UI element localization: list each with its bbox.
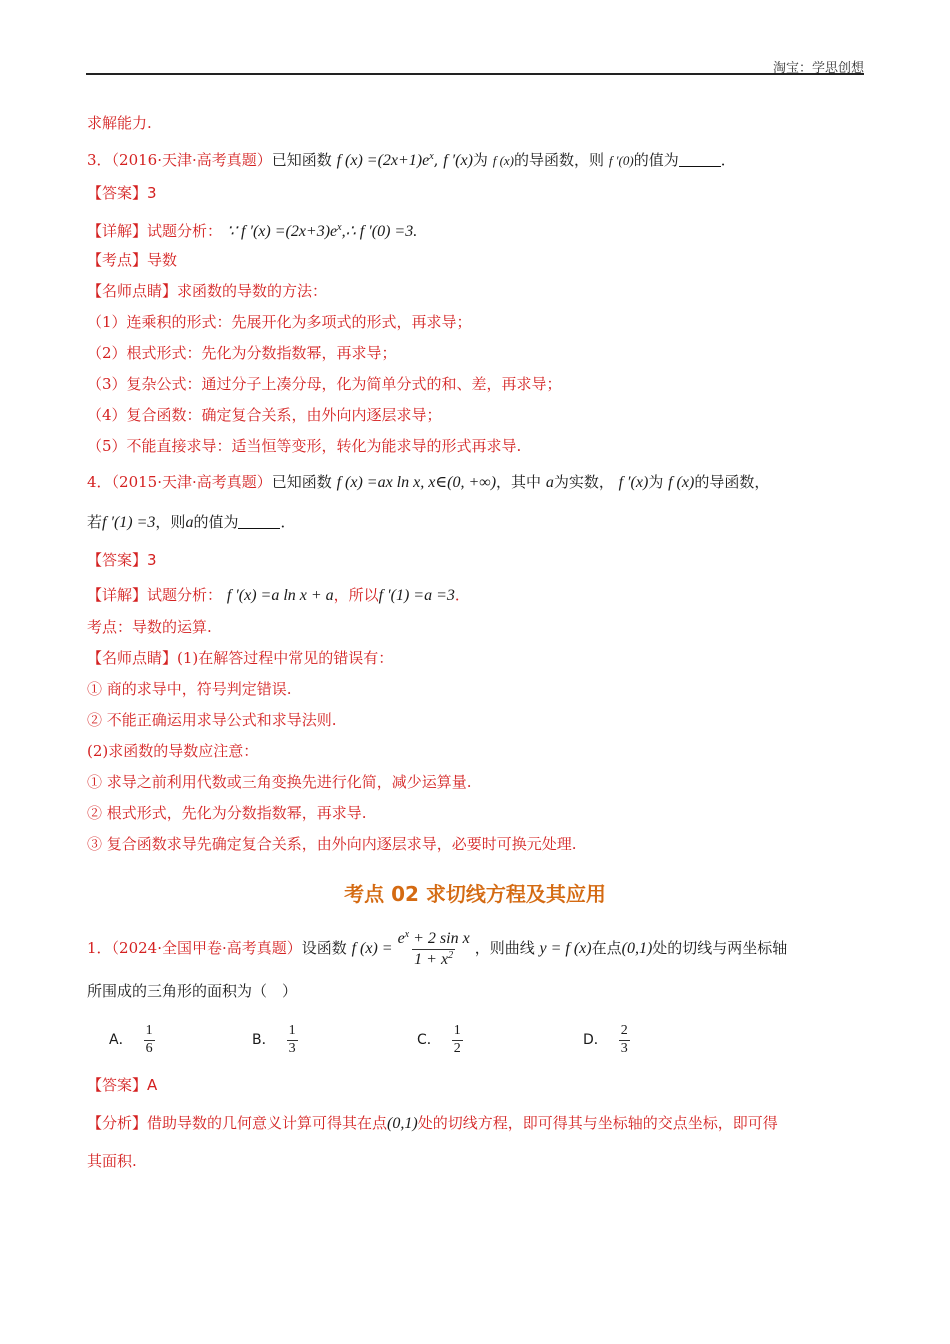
q3-deriv: f ′(x): [443, 152, 473, 169]
header-brand: 淘宝：学思创想: [772, 61, 864, 76]
q4-var-a2: a: [185, 514, 194, 531]
q3-method-2: （2）根式形式：先化为分数指数幂，再求导；: [87, 344, 397, 362]
q3-method-3: （3）复杂公式：通过分子上凑分母，化为简单分式的和、差，再求导；: [87, 375, 562, 393]
choice-c[interactable]: [417, 1014, 466, 1066]
q1-analysis-b: 处的切线方程，即可得其与坐标轴的交点坐标，即可得: [417, 1114, 778, 1132]
q4-answer: [87, 542, 863, 578]
q4-mingshi-text: (1)在解答过程中常见的错误有：: [177, 649, 394, 667]
q1-analysis-tag: 【分析】: [87, 1114, 148, 1132]
q1-choices: [87, 1014, 863, 1066]
q3-method-4: （4）复合函数：确定复合关系，由外向内逐层求导；: [87, 406, 442, 424]
choice-c-den: 2: [453, 1040, 461, 1056]
q3-mingshi-tag: 【名师点睛】: [87, 282, 178, 300]
q4-detail-end: ．: [454, 586, 470, 604]
q1-stem-b: ，则曲线: [474, 939, 535, 957]
q3-detail-tag: 【详解】: [87, 222, 148, 240]
q4-line2-end: ．: [280, 513, 296, 531]
q4-answer-blank: [238, 512, 280, 529]
q1-stem-c: 在点: [591, 939, 622, 957]
q4-line2-a: 若: [87, 513, 103, 531]
q4-answer-value: 3: [147, 551, 157, 569]
top-note: 求解能力.: [87, 114, 152, 132]
q3-func-def: f (x) =(2x+1)e: [336, 152, 430, 169]
choice-c-fraction: [452, 1024, 463, 1056]
q3-stem-a: 已知函数: [271, 151, 332, 169]
q4-func-ref: f (x): [668, 474, 695, 491]
q3-detail-sup: x: [337, 222, 342, 233]
q4-number: 4．: [87, 473, 112, 491]
q1-answer: [87, 1066, 863, 1104]
q4-error-1: ① 商的求导中，符号判定错误.: [87, 680, 292, 698]
section-title: 考点 02 求切线方程及其应用: [344, 882, 606, 906]
q1-number: 1．: [87, 939, 112, 957]
q3-stem-end: ．: [720, 151, 736, 169]
q4-stem-d: 为: [648, 473, 664, 491]
q4-detail-math: f ′(x) =a ln x + a: [226, 587, 334, 604]
q1-analysis-a: 借助导数的几何意义计算可得其在点: [147, 1114, 388, 1132]
q1-analysis-point: (0,1): [387, 1115, 418, 1132]
q4-stem: [87, 462, 863, 502]
choice-a-den: 6: [145, 1040, 153, 1056]
q4-source: （2015·天津·高考真题）: [111, 473, 272, 491]
q4-line2-c: 的值为: [193, 513, 239, 531]
q3-comma: ,: [433, 151, 444, 169]
header-rule: [86, 73, 864, 75]
q1-source: （2024·全国甲卷·高考真题）: [111, 939, 302, 957]
q3-detail-math-b: ,∴ f ′(0) =3.: [341, 223, 418, 240]
choice-b-label: B．: [252, 1031, 276, 1048]
q1-stem: [87, 928, 863, 968]
choice-d-den: 3: [620, 1040, 628, 1056]
q3-deriv-at: f ′(0): [608, 153, 634, 168]
q3-stem: [87, 139, 863, 175]
q1-frac-num: e: [397, 929, 405, 947]
choice-b[interactable]: [252, 1014, 301, 1066]
q1-frac-den-sup: 2: [448, 949, 454, 961]
q1-answer-value: A: [147, 1076, 158, 1094]
q4-stem-line2: [87, 502, 863, 542]
q1-frac-num-b: + 2 sin x: [409, 929, 470, 947]
q1-point: (0,1): [621, 940, 653, 957]
choice-b-fraction: [287, 1024, 298, 1056]
q1-stem-line2: 所围成的三角形的面积为（ ）: [87, 982, 298, 1000]
choice-d-label: D．: [583, 1031, 608, 1048]
q3-kaodian-text: 导数: [147, 251, 178, 269]
q4-deriv: f ′(x): [618, 474, 649, 491]
q4-detail: [87, 578, 863, 612]
q4-stem-c: 为实数，: [553, 473, 614, 491]
q4-detail-math-b: f ′(1) =a =3: [378, 587, 455, 604]
q4-note-3: ③ 复合函数求导先确定复合关系，由外向内逐层求导，必要时可换元处理.: [87, 835, 577, 853]
q4-note-2: ② 根式形式，先化为分数指数幂，再求导.: [87, 804, 367, 822]
q4-detail-tag: 【详解】: [87, 586, 148, 604]
choice-b-den: 3: [288, 1040, 296, 1056]
choice-a-num: 1: [145, 1022, 153, 1038]
q3-answer-blank: [679, 150, 721, 167]
q4-stem-b: ，其中: [496, 473, 542, 491]
document-body: [87, 108, 863, 1180]
choice-a-label: A．: [109, 1031, 133, 1048]
q3-kaodian: [87, 245, 863, 276]
q3-detail-text: 试题分析：: [147, 222, 223, 240]
q4-error-2: ② 不能正确运用求导公式和求导法则.: [87, 711, 337, 729]
q1-analysis-line2: 其面积.: [87, 1152, 137, 1170]
q3-answer-tag: 【答案】: [87, 184, 148, 202]
q4-note-1: ① 求导之前利用代数或三角变换先进行化简，减少运算量.: [87, 773, 472, 791]
q4-cond: f ′(1) =3: [102, 514, 156, 531]
q1-stem-d: 处的切线与两坐标轴: [652, 939, 788, 957]
q3-detail-math: ∵ f ′(x) =(2x+3)e: [226, 223, 338, 240]
q3-detail: [87, 211, 863, 245]
q1-frac-num-sup: x: [404, 928, 410, 940]
choice-c-label: C．: [417, 1031, 441, 1048]
q3-stem-c: 的导函数，则: [514, 151, 605, 169]
choice-d[interactable]: [583, 1014, 633, 1066]
q4-func-def: f (x) =ax ln x, x∈(0, +∞): [336, 474, 497, 491]
choice-b-num: 1: [288, 1022, 296, 1038]
q3-method-5: （5）不能直接求导：适当恒等变形，转化为能求导的形式再求导.: [87, 437, 522, 455]
choice-d-num: 2: [620, 1022, 628, 1038]
q3-func-sup: x: [429, 151, 434, 162]
choice-c-num: 1: [453, 1022, 461, 1038]
q1-func-fraction: [396, 930, 472, 969]
choice-a-fraction: [144, 1024, 155, 1056]
q1-func-lhs: f (x) =: [351, 940, 393, 957]
q4-answer-tag: 【答案】: [87, 551, 148, 569]
q3-stem-d: 的值为: [633, 151, 679, 169]
q3-number: 3．: [87, 151, 112, 169]
q4-stem-a: 已知函数: [271, 473, 332, 491]
q3-method-1: （1）连乘积的形式：先展开化为多项式的形式，再求导；: [87, 313, 472, 331]
q1-analysis: [87, 1104, 863, 1142]
q3-mingshi: [87, 276, 863, 307]
q3-source: （2016·天津·高考真题）: [111, 151, 272, 169]
q1-answer-tag: 【答案】: [87, 1076, 148, 1094]
choice-d-fraction: [619, 1024, 630, 1056]
q3-kaodian-tag: 【考点】: [87, 251, 148, 269]
q3-answer: [87, 175, 863, 211]
q1-curve: y = f (x): [539, 940, 592, 957]
q4-line2-b: ，则: [155, 513, 186, 531]
q3-func-ref: f (x): [492, 153, 515, 168]
q4-detail-mid: ，所以: [333, 586, 379, 604]
q4-detail-text: 试题分析：: [147, 586, 223, 604]
q3-mingshi-text: 求函数的导数的方法：: [177, 282, 328, 300]
q3-answer-value: 3: [147, 184, 157, 202]
q4-mingshi: [87, 643, 863, 674]
q4-notes-title: (2)求函数的导数应注意：: [87, 742, 259, 760]
q4-stem-e: 的导函数，: [694, 473, 770, 491]
choice-a[interactable]: [109, 1014, 158, 1066]
q4-kaodian: 考点：导数的运算.: [87, 618, 212, 636]
q3-stem-b: 为: [472, 151, 488, 169]
q1-frac-den: 1 + x: [414, 950, 449, 968]
q4-var-a: a: [545, 474, 554, 491]
q1-stem-a: 设函数: [301, 939, 347, 957]
q4-mingshi-tag: 【名师点睛】: [87, 649, 178, 667]
